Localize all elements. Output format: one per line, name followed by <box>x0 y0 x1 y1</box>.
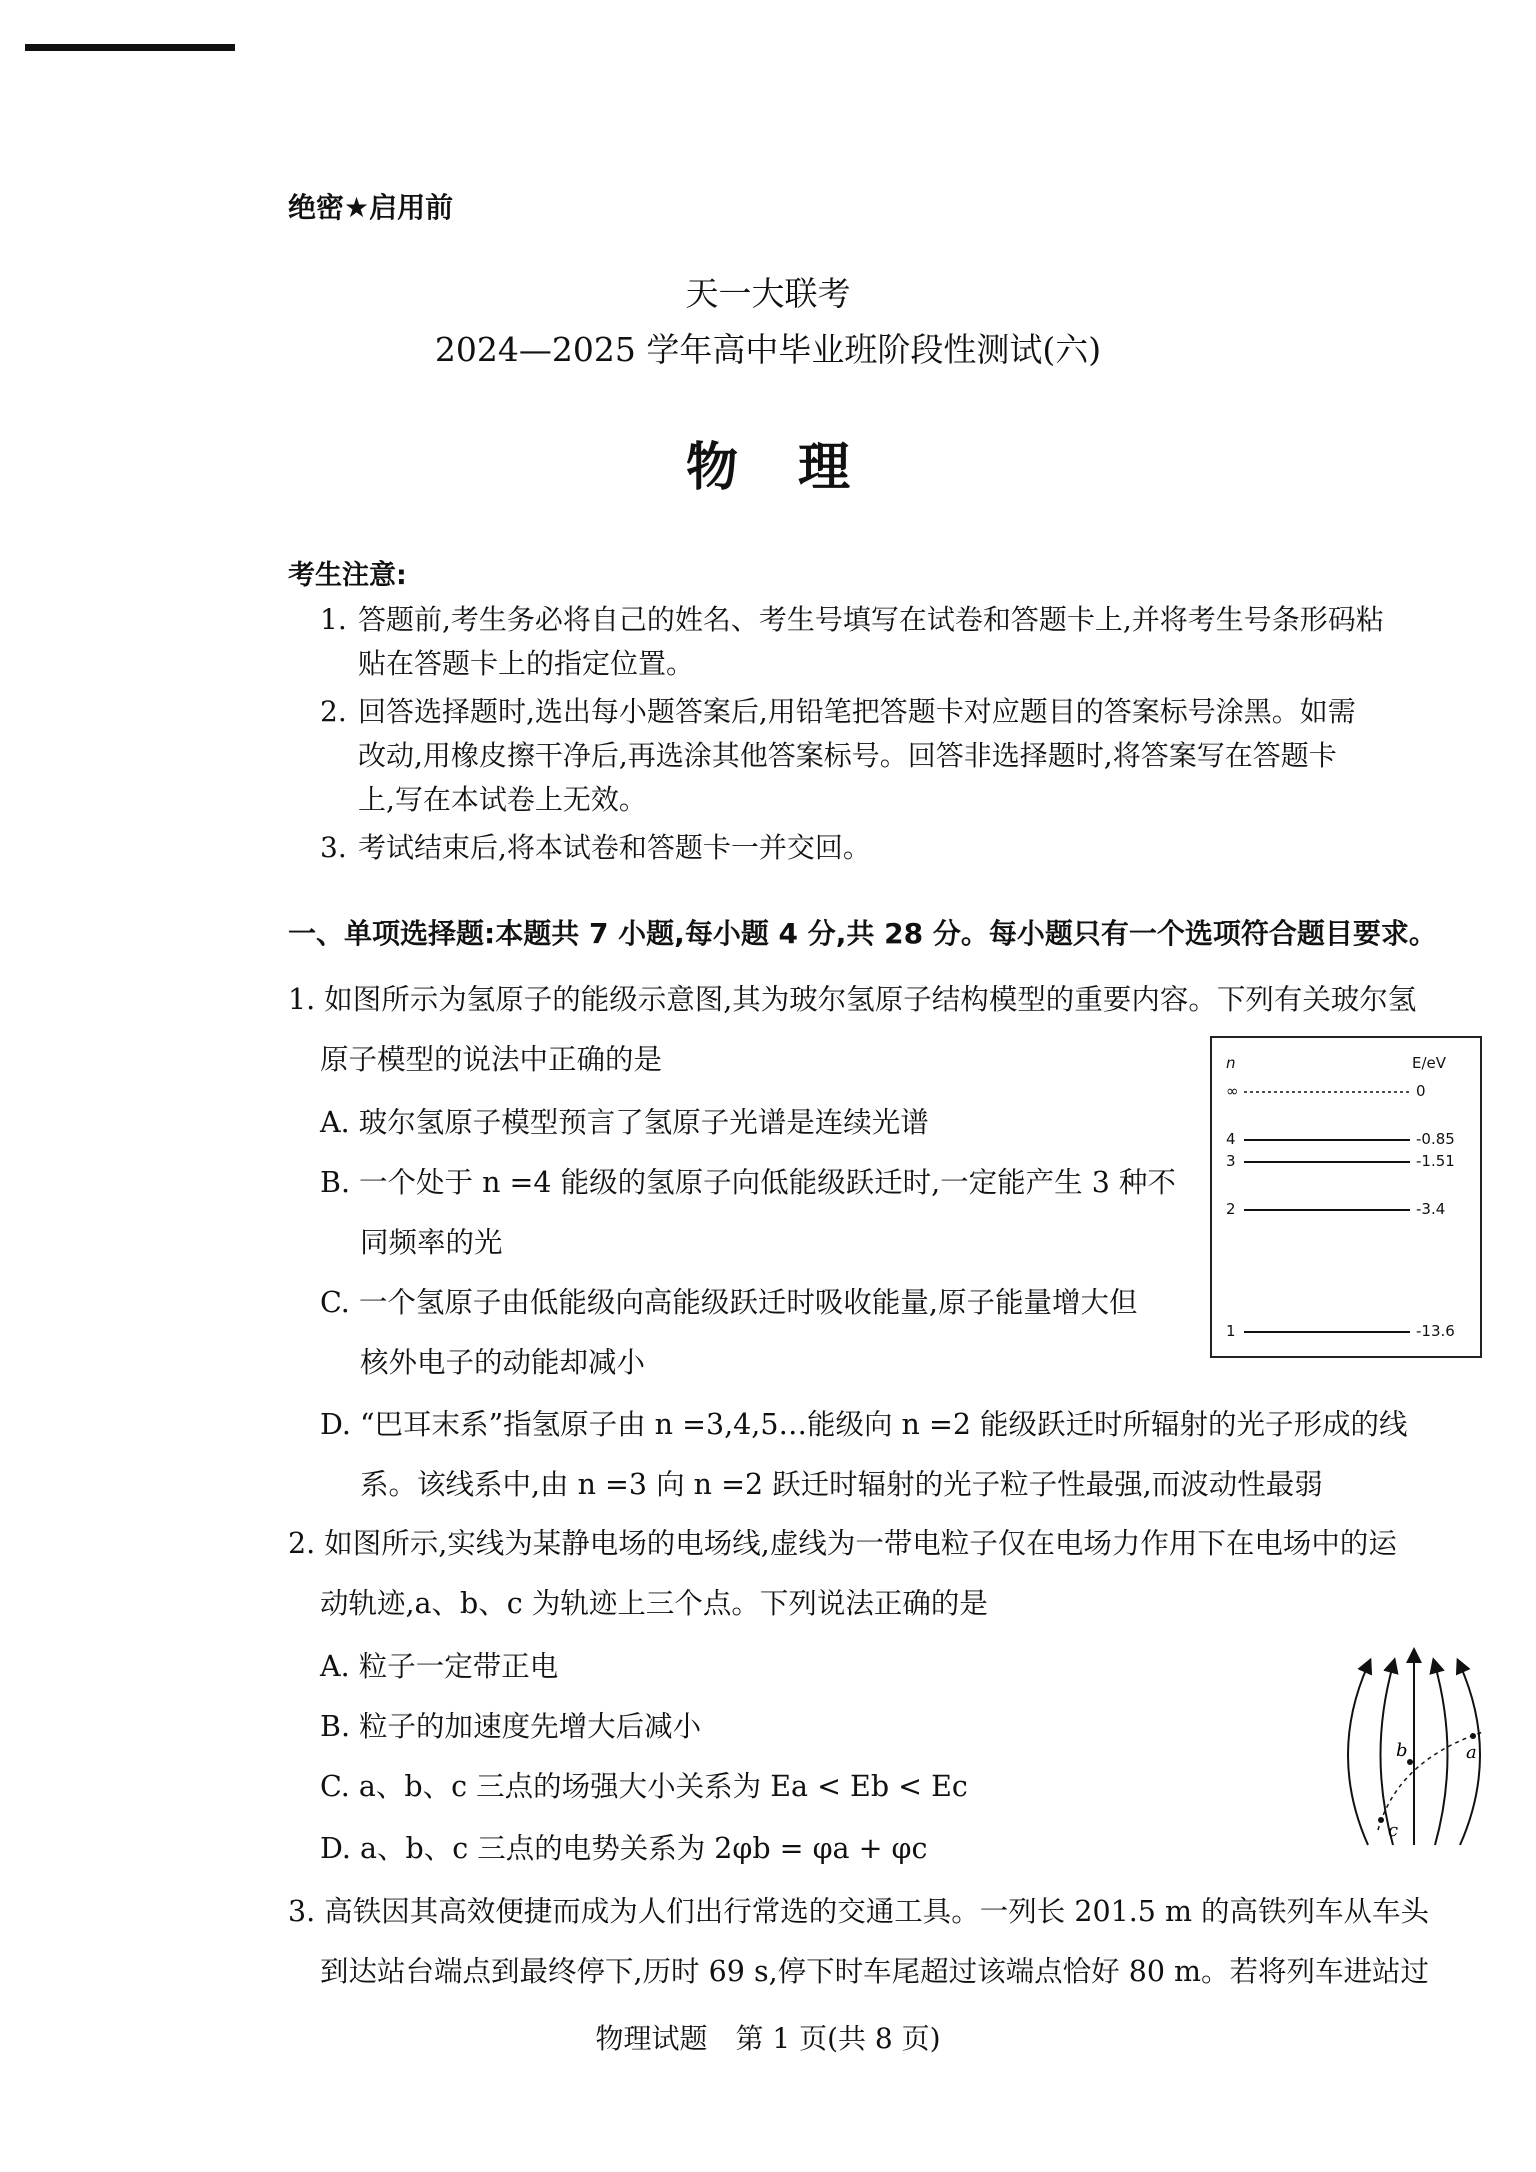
point-a-label: a <box>1466 1742 1477 1763</box>
notice-text: 答题前,考生务必将自己的姓名、考生号填写在试卷和答题卡上,并将考生号条形码粘 <box>358 603 1384 636</box>
q3-stem: 3. 高铁因其高效便捷而成为人们出行常选的交通工具。一列长 201.5 m 的高铁列车从车头 <box>288 1895 1430 1928</box>
energy-level-svg <box>1212 1038 1480 1356</box>
q1-option-c-cont: 核外电子的动能却减小 <box>360 1346 646 1379</box>
notice-title: 考生注意: <box>288 560 407 591</box>
q3-stem-cont: 到达站台端点到最终停下,历时 69 s,停下时车尾超过该端点恰好 80 m。若将列车进站过 <box>320 1955 1430 1988</box>
q2-option-a: A. 粒子一定带正电 <box>320 1650 559 1683</box>
field-line-left-outer <box>1348 1665 1368 1845</box>
level-n-label: ∞ <box>1226 1082 1239 1100</box>
level-n-label: 2 <box>1226 1200 1236 1218</box>
notice-number: 1. <box>320 603 347 636</box>
q1-option-b: B. 一个处于 n =4 能级的氢原子向低能级跃迁时,一定能产生 3 种不 <box>320 1166 1176 1199</box>
level-e-label: -1.51 <box>1416 1152 1455 1170</box>
q1-option-d-cont: 系。该线系中,由 n =3 向 n =2 跃迁时辐射的光子粒子性最强,而波动性最弱 <box>360 1468 1323 1501</box>
exam-organizer: 天一大联考 <box>685 274 851 313</box>
top-rule <box>25 44 235 51</box>
q1-option-d: D. “巴耳末系”指氢原子由 n =3,4,5…能级向 n =2 能级跃迁时所辐射的光子形成的线 <box>320 1408 1408 1441</box>
notice-item-3 <box>320 826 1480 870</box>
notice-text: 改动,用橡皮擦干净后,再选涂其他答案标号。回答非选择题时,将答案写在答题卡 <box>358 739 1337 772</box>
notice-item-1 <box>320 598 1480 686</box>
notice-number: 3. <box>320 831 347 864</box>
level-n-label: 1 <box>1226 1322 1236 1340</box>
point-b-label: b <box>1396 1740 1408 1761</box>
n-axis-label: n <box>1226 1054 1236 1072</box>
q1-option-c: C. 一个氢原子由低能级向高能级跃迁时吸收能量,原子能量增大但 <box>320 1286 1138 1319</box>
exam-title: 2024—2025 学年高中毕业班阶段性测试(六) <box>434 330 1102 369</box>
level-n-label: 3 <box>1226 1152 1236 1170</box>
energy-level-diagram <box>1210 1036 1482 1358</box>
point-c-label: c <box>1388 1820 1399 1841</box>
q2-stem: 2. 如图所示,实线为某静电场的电场线,虚线为一带电粒子仅在电场力作用下在电场中的运 <box>288 1527 1397 1560</box>
subject-title: 物理 <box>685 438 910 498</box>
q2-stem-cont: 动轨迹,a、b、c 为轨迹上三个点。下列说法正确的是 <box>320 1587 988 1620</box>
q2-option-c: C. a、b、c 三点的场强大小关系为 Ea < Eb < Ec <box>320 1770 968 1803</box>
q1-stem: 1. 如图所示为氢原子的能级示意图,其为玻尔氢原子结构模型的重要内容。下列有关玻尔氢 <box>288 983 1417 1016</box>
notice-text: 回答选择题时,选出每小题答案后,用铅笔把答题卡对应题目的答案标号涂黑。如需 <box>358 695 1356 728</box>
field-lines-svg <box>1318 1640 1498 1850</box>
notice-text: 贴在答题卡上的指定位置。 <box>358 647 695 680</box>
q2-option-d: D. a、b、c 三点的电势关系为 2φb = φa + φc <box>320 1832 928 1865</box>
level-e-label: -0.85 <box>1416 1130 1455 1148</box>
level-e-label: 0 <box>1416 1082 1426 1100</box>
level-e-label: -3.4 <box>1416 1200 1446 1218</box>
point-b-dot <box>1407 1759 1413 1765</box>
q1-option-b-cont: 同频率的光 <box>360 1226 503 1259</box>
point-c-dot <box>1378 1817 1384 1823</box>
section-title: 一、单项选择题:本题共 7 小题,每小题 4 分,共 28 分。每小题只有一个选项符合题目要求。 <box>288 917 1437 950</box>
notice-text: 上,写在本试卷上无效。 <box>358 783 647 816</box>
page-footer: 物理试题 第 1 页(共 8 页) <box>595 2022 941 2055</box>
notice-item-2 <box>320 690 1480 822</box>
point-a-dot <box>1470 1733 1476 1739</box>
electric-field-diagram <box>1318 1640 1498 1850</box>
q1-option-a: A. 玻尔氢原子模型预言了氢原子光谱是连续光谱 <box>320 1106 929 1139</box>
level-n-label: 4 <box>1226 1130 1236 1148</box>
confidential-mark: 绝密★启用前 <box>288 191 454 224</box>
field-line-right-inner <box>1435 1665 1448 1845</box>
notice-text: 考试结束后,将本试卷和答题卡一并交回。 <box>358 831 871 864</box>
energy-axis-label: E/eV <box>1412 1054 1447 1072</box>
notice-number: 2. <box>320 695 347 728</box>
q1-stem-cont: 原子模型的说法中正确的是 <box>320 1043 663 1076</box>
q2-option-b: B. 粒子的加速度先增大后减小 <box>320 1710 702 1743</box>
level-e-label: -13.6 <box>1416 1322 1455 1340</box>
